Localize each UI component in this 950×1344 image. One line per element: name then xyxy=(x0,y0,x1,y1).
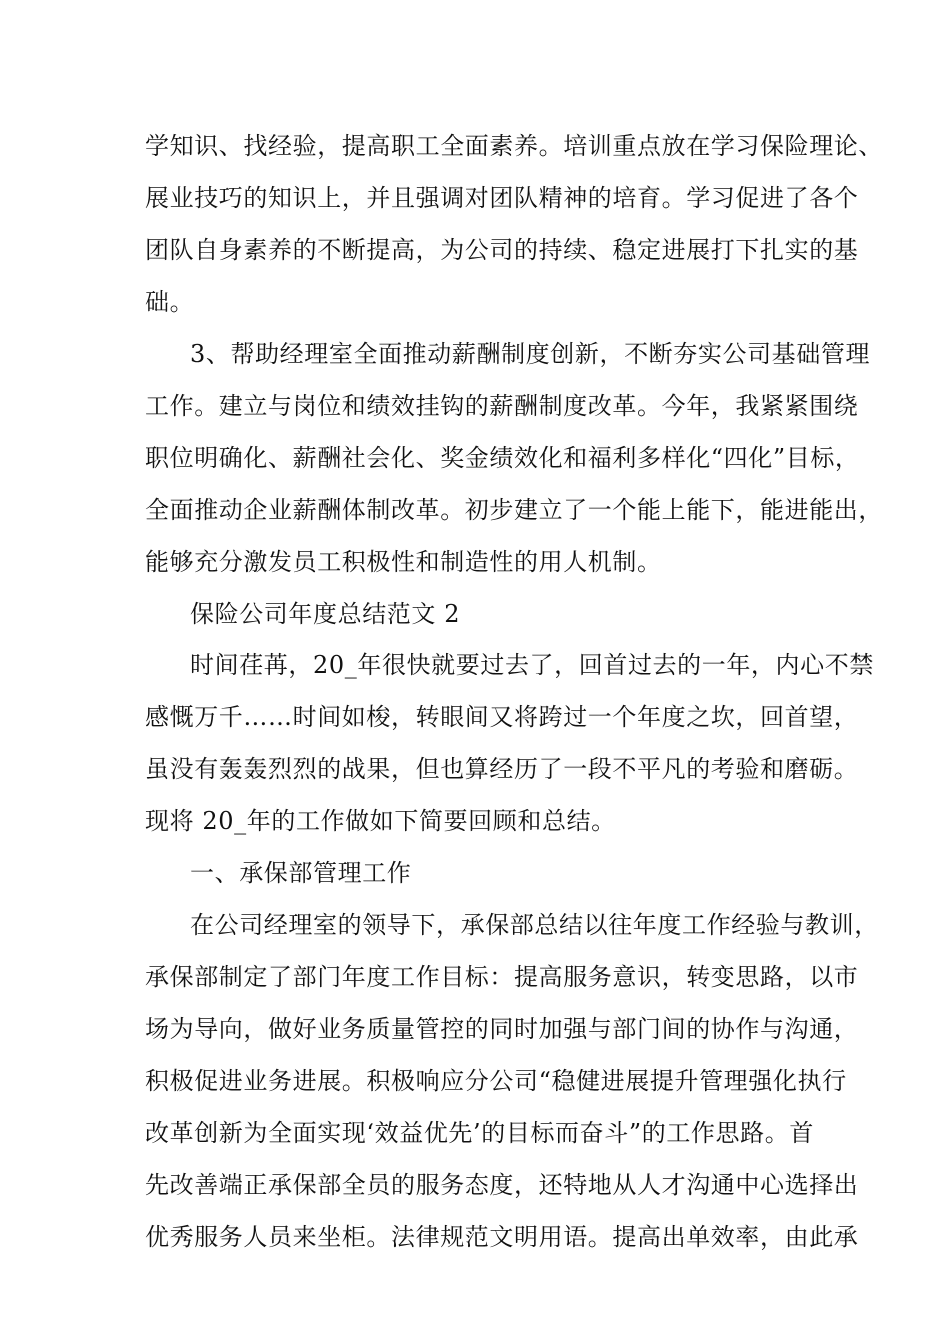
paragraph-line: 优秀服务人员来坐柜。法律规范文明用语。提高出单效率，由此承 xyxy=(145,1223,859,1251)
paragraph-line: 场为导向，做好业务质量管控的同时加强与部门间的协作与沟通， xyxy=(145,1015,859,1043)
paragraph-line: 展业技巧的知识上，并且强调对团队精神的培育。学习促进了各个 xyxy=(145,184,859,212)
paragraph-line: 工作。建立与岗位和绩效挂钩的薪酬制度改革。今年，我紧紧围绕 xyxy=(145,392,859,420)
paragraph-line: 改革创新为全面实现‘效益优先’的目标而奋斗”的工作思路。首 xyxy=(145,1119,814,1147)
paragraph-line: 感慨万千……时间如梭，转眼间又将跨过一个年度之坎，回首望， xyxy=(145,703,859,731)
paragraph-line: 虽没有轰轰烈烈的战果，但也算经历了一段不平凡的考验和磨砺。 xyxy=(145,755,859,783)
paragraph-line: 础。 xyxy=(145,288,195,316)
section-heading: 保险公司年度总结范文 2 xyxy=(190,600,461,628)
paragraph-line: 承保部制定了部门年度工作目标：提高服务意识，转变思路，以市 xyxy=(145,963,859,991)
paragraph-line: 学知识、找经验，提高职工全面素养。培训重点放在学习保险理论、 xyxy=(145,132,883,160)
paragraph-line: 职位明确化、薪酬社会化、奖金绩效化和福利多样化“四化”目标， xyxy=(145,444,860,472)
paragraph-line: 3、帮助经理室全面推动薪酬制度创新，不断夯实公司基础管理 xyxy=(190,340,871,368)
paragraph-line: 全面推动企业薪酬体制改革。初步建立了一个能上能下，能进能出， xyxy=(145,496,883,524)
subsection-heading: 一、承保部管理工作 xyxy=(190,859,412,887)
paragraph-line: 现将 20_年的工作做如下简要回顾和总结。 xyxy=(145,807,616,835)
paragraph-line: 时间荏苒，20_年很快就要过去了，回首过去的一年，内心不禁 xyxy=(190,651,874,679)
paragraph-line: 在公司经理室的领导下，承保部总结以往年度工作经验与教训， xyxy=(190,911,879,939)
paragraph-line: 积极促进业务进展。积极响应分公司“稳健进展提升管理强化执行 xyxy=(145,1067,847,1095)
paragraph-line: 先改善端正承保部全员的服务态度，还特地从人才沟通中心选择出 xyxy=(145,1171,859,1199)
paragraph-line: 团队自身素养的不断提高，为公司的持续、稳定进展打下扎实的基 xyxy=(145,236,859,264)
paragraph-line: 能够充分激发员工积极性和制造性的用人机制。 xyxy=(145,548,662,576)
